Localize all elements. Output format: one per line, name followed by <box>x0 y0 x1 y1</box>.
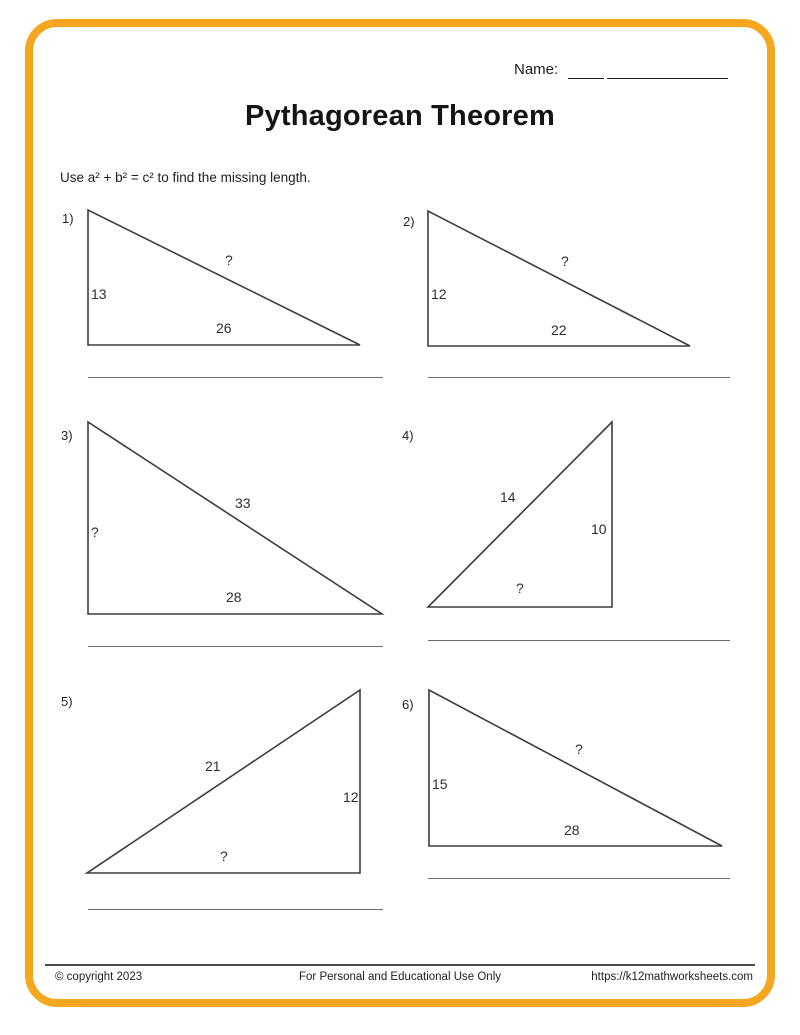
side-label-bottom: ? <box>516 580 524 596</box>
instruction-text: Use a² + b² = c² to find the missing length. <box>60 170 311 185</box>
answer-line[interactable] <box>88 377 383 378</box>
answer-line[interactable] <box>428 878 730 879</box>
side-label-bottom: 22 <box>551 322 567 338</box>
side-label-left: 13 <box>91 286 107 302</box>
answer-line[interactable] <box>88 909 383 910</box>
answer-line[interactable] <box>88 646 383 647</box>
problem-number: 1) <box>62 211 74 226</box>
side-label-hypotenuse: ? <box>575 741 583 757</box>
side-label-left: 15 <box>432 776 448 792</box>
name-fill-line[interactable] <box>607 78 728 79</box>
side-label-bottom: ? <box>220 848 228 864</box>
side-label-hypotenuse: 33 <box>235 495 251 511</box>
side-label-hypotenuse: 14 <box>500 489 516 505</box>
footer-divider <box>45 964 755 966</box>
side-label-right: 10 <box>591 521 607 537</box>
side-label-right: 12 <box>343 789 359 805</box>
side-label-bottom: 26 <box>216 320 232 336</box>
page-title: Pythagorean Theorem <box>245 100 555 132</box>
problem-number: 5) <box>61 694 73 709</box>
side-label-hypotenuse: ? <box>561 253 569 269</box>
side-label-left: 12 <box>431 286 447 302</box>
problem-number: 3) <box>61 428 73 443</box>
problem-number: 6) <box>402 697 414 712</box>
side-label-left: ? <box>91 524 99 540</box>
name-label: Name: <box>514 61 559 78</box>
side-label-bottom: 28 <box>226 589 242 605</box>
problem-number: 4) <box>402 428 414 443</box>
answer-line[interactable] <box>428 377 730 378</box>
side-label-hypotenuse: 21 <box>205 758 221 774</box>
side-label-hypotenuse: ? <box>225 252 233 268</box>
footer-copyright: © copyright 2023 <box>55 971 143 983</box>
answer-line[interactable] <box>428 640 730 641</box>
footer-usage-text: For Personal and Educational Use Only <box>299 971 501 983</box>
problem-number: 2) <box>403 214 415 229</box>
name-fill-line[interactable] <box>568 78 604 79</box>
side-label-bottom: 28 <box>564 822 580 838</box>
footer-url[interactable]: https://k12mathworksheets.com <box>591 971 753 983</box>
